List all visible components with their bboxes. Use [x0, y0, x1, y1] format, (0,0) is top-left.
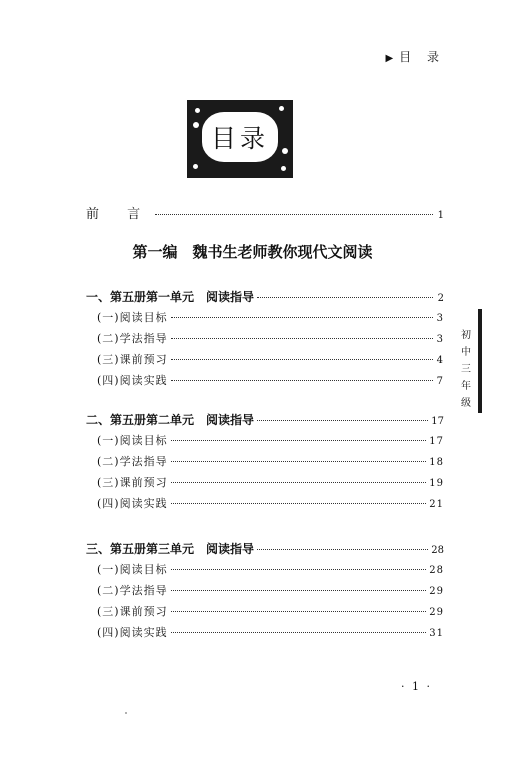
page-number: 4: [436, 355, 444, 366]
dot-leader: [171, 440, 427, 441]
dot-leader: [155, 214, 433, 215]
toc-subitem[interactable]: [97, 561, 444, 577]
toc-subitem[interactable]: [97, 582, 444, 598]
page-number: 17: [429, 436, 444, 447]
page-number: 21: [429, 499, 444, 510]
page-number: 29: [429, 607, 444, 618]
toc-unit-label: 一、第五册第一单元 阅读指导: [86, 290, 255, 304]
dot-leader: [171, 503, 427, 504]
toc-subitem-label: (三)课前预习: [97, 353, 168, 366]
dot-leader: [171, 317, 433, 318]
preface-label: 前 言: [86, 207, 153, 222]
toc-unit-label: 三、第五册第三单元 阅读指导: [86, 542, 255, 556]
page-number: 18: [429, 457, 444, 468]
toc-subitem-label: (四)阅读实践: [97, 626, 168, 639]
dot-leader: [257, 297, 433, 298]
dot-leader: [171, 590, 427, 591]
toc-subitem-label: (一)阅读目标: [97, 311, 168, 324]
dot-leader: [171, 569, 427, 570]
page-number: 19: [429, 478, 444, 489]
dot-leader: [171, 482, 427, 483]
page-number: 28: [429, 565, 444, 576]
toc-subitem[interactable]: [97, 309, 444, 325]
page-number: 3: [436, 334, 444, 345]
dot-leader: [257, 549, 428, 550]
toc-subitem-label: (二)学法指导: [97, 584, 168, 597]
dot-leader: [171, 359, 433, 360]
toc-subitem[interactable]: [97, 453, 444, 469]
toc-subitem-label: (四)阅读实践: [97, 497, 168, 510]
toc-subitem-label: (二)学法指导: [97, 332, 168, 345]
toc-subitem-label: (一)阅读目标: [97, 434, 168, 447]
toc-subitem-label: (四)阅读实践: [97, 374, 168, 387]
page-title: 目录: [202, 112, 278, 162]
toc-unit-label: 二、第五册第二单元 阅读指导: [86, 413, 255, 427]
toc-subitem-label: (三)课前预习: [97, 476, 168, 489]
side-tab-char: 年: [461, 381, 471, 392]
decorative-dot: [281, 166, 286, 171]
toc-subitem-label: (三)课前预习: [97, 605, 168, 618]
dot-leader: [257, 420, 428, 421]
decorative-dot: [193, 164, 198, 169]
page-number: 7: [436, 376, 444, 387]
side-tab-char: 级: [461, 398, 471, 409]
toc-subitem[interactable]: [97, 495, 444, 511]
page-folio: · 1 ·: [401, 680, 432, 693]
toc-subitem[interactable]: [97, 474, 444, 490]
page-number: 3: [436, 313, 444, 324]
dot-leader: [171, 611, 427, 612]
dot-leader: [171, 461, 427, 462]
print-speck: [125, 712, 127, 714]
toc-subitem-label: (一)阅读目标: [97, 563, 168, 576]
toc-subitem[interactable]: [97, 372, 444, 388]
toc-subitem[interactable]: [97, 351, 444, 367]
toc-subitem[interactable]: [97, 603, 444, 619]
part-heading: 第一编 魏书生老师教你现代文阅读: [132, 243, 373, 261]
toc-unit[interactable]: [86, 411, 444, 428]
page-number: 29: [429, 586, 444, 597]
triangle-marker-icon: ▶: [385, 53, 394, 64]
page-number: 28: [431, 545, 444, 556]
dot-leader: [171, 338, 433, 339]
page-number: 31: [429, 628, 444, 639]
toc-unit[interactable]: [86, 540, 444, 557]
side-tab-char: 初: [461, 330, 471, 341]
side-tab-char: 中: [461, 347, 471, 358]
page-number: 17: [431, 416, 444, 427]
toc-subitem[interactable]: [97, 624, 444, 640]
toc-preface[interactable]: [86, 203, 444, 222]
side-tab-label: [459, 327, 473, 412]
dot-leader: [171, 632, 427, 633]
running-head-text: 目 录: [399, 50, 445, 64]
running-head: [385, 48, 445, 65]
side-tab-bar: [478, 309, 482, 413]
page-number: 1: [437, 210, 444, 221]
decorative-dot: [195, 108, 200, 113]
toc-subitem-label: (二)学法指导: [97, 455, 168, 468]
toc-subitem[interactable]: [97, 432, 444, 448]
title-emblem: [187, 100, 293, 178]
toc-unit[interactable]: [86, 288, 444, 305]
decorative-dot: [279, 106, 284, 111]
dot-leader: [171, 380, 433, 381]
page-number: 2: [437, 293, 444, 304]
side-tab-char: 三: [461, 364, 471, 375]
toc-subitem[interactable]: [97, 330, 444, 346]
